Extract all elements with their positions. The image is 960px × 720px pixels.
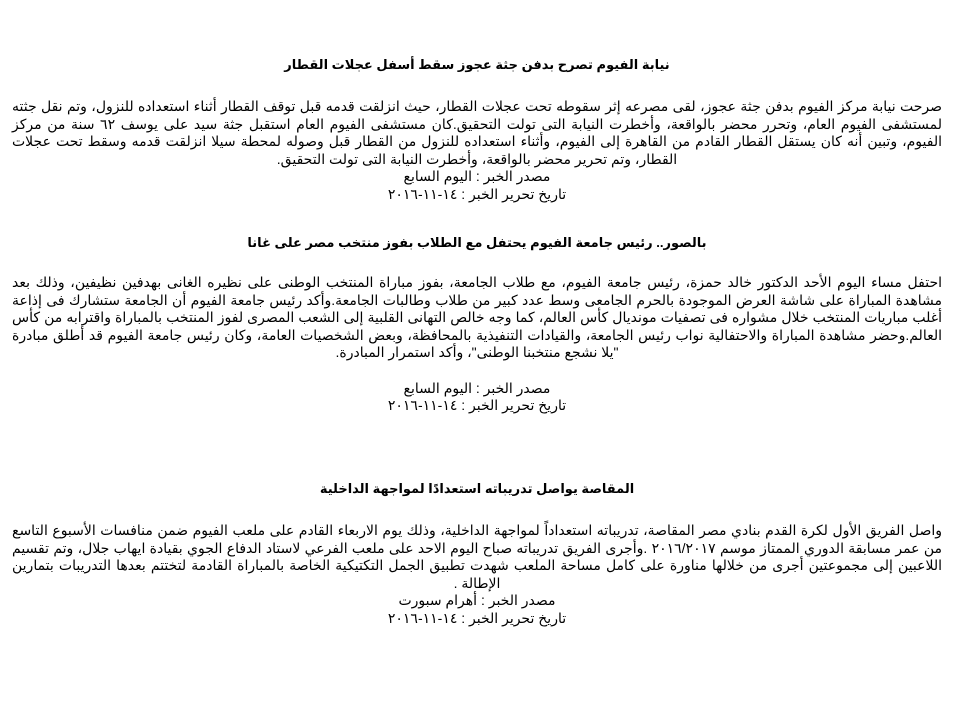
article-body: صرحت نيابة مركز الفيوم بدفن جثة عجوز، لقى مصرعه إثر سقوطه تحت عجلات القطار، حيث انزلقت قدمه قبل توقف القطار أثناء استعداده للنزول، وتم نقل جثته لمستشفى الفيوم العام، وتحرر محضر بالواقعة، وأخطرت النيابة التى تولت التحقيق.كان مستشفى الفيوم العام استقبل جثة سيد على يوسف ٦٢ سنة من مركز الفيوم، وتبين أنه كان يستقل القطار القادم من القاهرة إلى الفيوم، وأثناء استعداده للنزول من القطار قبل وصوله لمحطة سيلا انزلقت قدمه وسقط تحت عجلات القطار، وتم تحرير محضر بالواقعة، وأخطرت النيابة التى تولت التحقيق. bbox=[12, 98, 942, 167]
article-source: مصدر الخبر : اليوم السابع bbox=[403, 379, 551, 396]
article-date: تاريخ تحرير الخبر : ١٤-١١-٢٠١٦ bbox=[387, 397, 567, 413]
news-article bbox=[12, 56, 942, 203]
article-body: احتفل مساء اليوم الأحد الدكتور خالد حمزة، رئيس جامعة الفيوم، مع طلاب الجامعة، بفوز مباراة المنتخب الوطنى على نظيره الغانى بهدفين نظيفين، وذلك بعد مشاهدة المباراة على شاشة العرض الموجودة بالحرم الجامعى وسط عدد كبير من طلاب وطالبات الجامعة.وأكد رئيس جامعة الفيوم أن الجامعة ستشارك فى إذاعة أغلب مباريات المنتخب خلال مشواره فى تصفيات مونديال كأس العالم، كما وجه خالص التهانى القلبية إلى الشعب المصرى لفوز المنتخب بالمباراة واقترابه من كأس العالم.وحضر مشاهدة المباراة والاحتفالية نواب رئيس الجامعة، والقيادات التنفيذية بالمحافظة، وبعض الشخصيات العامة، وكان رئيس جامعة الفيوم قد أطلق مبادرة "يلا نشجع منتخبنا الوطنى"، وأكد استمرار المبادرة. bbox=[12, 274, 942, 360]
article-body: واصل الفريق الأول لكرة القدم بنادي مصر المقاصة، تدريباته استعداداً لمواجهة الداخلية، وذلك يوم الاربعاء القادم على ملعب الفيوم ضمن منافسات الأسبوع التاسع من عمر مسابقة الدوري الممتاز موسم ٢٠١٦/٢٠١٧ .وأجرى الفريق تدريباته صباح اليوم الاحد على ملعب الفرعي لاستاد الدفاع الجوي بقيادة ايهاب جلال، وتم تقسيم اللاعبين إلى مجموعتين أجرى من خلالها مناورة على كامل مساحة الملعب شهدت تطبيق الجمل التكتيكية الخاصة بالمباراة القادمة لتختتم بعدها التدريبات بتمارين الإطالة . bbox=[12, 522, 942, 591]
article-headline: بالصور.. رئيس جامعة الفيوم يحتفل مع الطلاب بفوز منتخب مصر على غانا bbox=[247, 235, 707, 250]
article-source: مصدر الخبر : اليوم السابع bbox=[403, 168, 551, 184]
article-date: تاريخ تحرير الخبر : ١٤-١١-٢٠١٦ bbox=[387, 185, 567, 202]
article-headline: المقاصة يواصل تدريباته استعدادًا لمواجهة الداخلية bbox=[319, 481, 635, 496]
article-source: مصدر الخبر : أهرام سبورت bbox=[398, 592, 556, 608]
article-date: تاريخ تحرير الخبر : ١٤-١١-٢٠١٦ bbox=[387, 609, 567, 626]
news-article bbox=[12, 480, 942, 627]
article-headline: نيابة الفيوم تصرح بدفن جثة عجوز سقط أسفل عجلات القطار bbox=[284, 57, 670, 72]
news-article bbox=[12, 234, 942, 415]
